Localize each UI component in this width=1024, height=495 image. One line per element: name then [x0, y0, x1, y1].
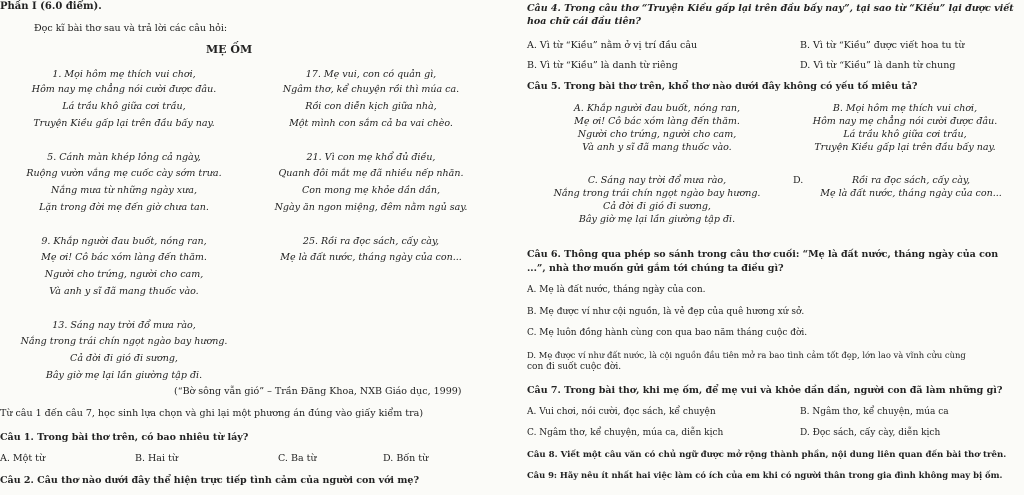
q5-option-c-line: Bây giờ mẹ lại lần giường tập đi.: [578, 214, 736, 225]
q1-option-b: B. Hai từ: [135, 453, 178, 464]
poem-source: (“Bờ sông vẫn gió” – Trần Đăng Khoa, NXB Giáo dục, 1999): [174, 386, 462, 397]
q7-option-b: B. Ngâm thơ, kể chuyện, múa ca: [800, 407, 949, 417]
q5-option-c-line: Nắng trong trái chín ngọt ngào bay hương.: [553, 188, 761, 199]
q5-option-c-line: C. Sáng nay trời đổ mưa rào,: [587, 175, 727, 186]
poem-line: Một mình con sắm cả ba vai chèo.: [289, 118, 453, 129]
question-8: Câu 8. Viết một câu văn có chủ ngữ được mở rộng thành phần, nội dung liên quan đến bài thơ trên.: [527, 450, 1007, 460]
poem-line: Nắng trong trái chín ngọt ngào bay hương.: [20, 336, 228, 347]
q5-option-d-line: Rồi ra đọc sách, cấy cày,: [851, 175, 971, 186]
q6-option-b: B. Mẹ được ví như cội nguồn, là vẻ đẹp của quê hương xứ sở.: [527, 307, 805, 317]
poem-line: Ngày ăn ngon miệng, đêm nằm ngủ say.: [274, 202, 468, 213]
q5-option-a-line: Người cho trứng, người cho cam,: [577, 129, 737, 140]
poem-line: Và anh y sĩ đã mang thuốc vào.: [49, 286, 199, 297]
q5-option-d-line: Mẹ là đất nước, tháng ngày của con...: [820, 188, 1002, 199]
question-2: Câu 2. Câu thơ nào dưới đây thể hiện trực tiếp tình cảm của người con với mẹ?: [0, 475, 420, 486]
q1-option-c: C. Ba từ: [278, 453, 317, 464]
q5-option-b-line: Lá trầu khô giữa cơi trầu,: [843, 129, 967, 140]
question-5: Câu 5. Trong bài thơ trên, khổ thơ nào dưới đây không có yếu tố miêu tả?: [527, 81, 918, 92]
q7-option-c: C. Ngâm thơ, kể chuyện, múa ca, diễn kịch: [527, 428, 724, 438]
q4-option-d: D. Vì từ “Kiều” là danh từ chung: [800, 60, 956, 71]
poem-line: Lá trầu khô giữa cơi trầu,: [62, 101, 186, 112]
poem-line: 21. Vì con mẹ khổ đủ điều,: [306, 152, 436, 163]
q6-option-c: C. Mẹ luôn đồng hành cùng con qua bao năm tháng cuộc đời.: [527, 328, 808, 338]
question-7: Câu 7. Trong bài thơ, khi mẹ ốm, để mẹ vui và khỏe dần dần, người con đã làm những gì?: [527, 385, 1003, 396]
q5-option-b-line: B. Mọi hôm mẹ thích vui chơi,: [832, 103, 978, 114]
q5-option-c-line: Cả đời đi gió đi sương,: [603, 201, 711, 212]
poem-line: Ngâm thơ, kể chuyện rồi thì múa ca.: [282, 84, 460, 95]
question-9: Câu 9: Hãy nêu ít nhất hai việc làm có ích của em khi có người thân trong gia đình không may bị ốm.: [527, 470, 1003, 480]
q6-option-d-cont: con đi suốt cuộc đời.: [527, 362, 622, 372]
q5-option-b-line: Hôm nay mẹ chẳng nói cười được đâu.: [812, 116, 998, 127]
poem-line: Nắng mưa từ những ngày xưa,: [51, 185, 197, 196]
poem-line: Cả đời đi gió đi sương,: [70, 353, 178, 364]
poem-line: Hôm nay mẹ chẳng nói cười được đâu.: [31, 84, 217, 95]
question-6-cont: ...”, nhà thơ muốn gửi gắm tới chúng ta điều gì?: [527, 263, 784, 274]
instruction: Đọc kĩ bài thơ sau và trả lời các câu hỏi:: [34, 23, 228, 34]
question-6: Câu 6. Thông qua phép so sánh trong câu thơ cuối: “Mẹ là đất nước, tháng ngày của con: [527, 249, 999, 260]
question-1: Câu 1. Trong bài thơ trên, có bao nhiêu từ láy?: [0, 432, 249, 443]
poem-line: Con mong mẹ khỏe dần dần,: [301, 185, 441, 196]
poem-line: 1. Mọi hôm mẹ thích vui chơi,: [52, 69, 196, 80]
q1-option-a: A. Một từ: [0, 453, 46, 464]
q1-option-d: D. Bốn từ: [383, 453, 429, 464]
poem-line: Lặn trong đời mẹ đến giờ chưa tan.: [39, 202, 209, 213]
poem-line: 9. Khắp người đau buốt, nóng ran,: [41, 236, 207, 247]
poem-line: Ruộng vườn vắng mẹ cuốc cày sớm trưa.: [26, 168, 222, 179]
poem-line: 5. Cánh màn khép lỏng cả ngày,: [47, 152, 201, 163]
q7-option-d: D. Đọc sách, cấy cày, diễn kịch: [800, 428, 941, 438]
poem-line: Mẹ ơi! Cô bác xóm làng đến thăm.: [41, 252, 207, 263]
q6-option-d: D. Mẹ được ví như đất nước, là cội nguồn đầu tiên mở ra bao tình cảm tốt đẹp, lớn lao và vĩnh cửu cùng: [527, 350, 966, 360]
q7-option-a: A. Vui chơi, nói cười, đọc sách, kể chuyện: [527, 407, 716, 417]
poem-line: Bây giờ mẹ lại lần giường tập đi.: [45, 370, 203, 381]
question-4: Câu 4. Trong câu thơ “Truyện Kiều gấp lại trên đầu bấy nay”, tại sao từ “Kiều” lại được viết: [527, 3, 1014, 14]
poem-line: Người cho trứng, người cho cam,: [44, 269, 204, 280]
poem-title: MẸ ỐM: [206, 43, 253, 56]
part-heading: Phần I (6.0 điểm).: [0, 1, 102, 12]
poem-line: Mẹ là đất nước, tháng ngày của con...: [280, 252, 462, 263]
poem-line: 25. Rồi ra đọc sách, cấy cày,: [302, 236, 440, 247]
poem-line: Rồi con diễn kịch giữa nhà,: [305, 101, 437, 112]
poem-line: 17. Mẹ vui, con có quản gì,: [305, 69, 437, 80]
q5-option-b-line: Truyện Kiều gấp lại trên đầu bấy nay.: [814, 142, 996, 153]
mc-instruction: Từ câu 1 đến câu 7, học sinh lựa chọn và ghi lại một phương án đúng vào giấy kiểm tra): [0, 408, 424, 419]
poem-line: 13. Sáng nay trời đổ mưa rào,: [52, 320, 196, 331]
q5-option-a-line: Mẹ ơi! Cô bác xóm làng đến thăm.: [574, 116, 740, 127]
q4-option-b: B. Vì từ “Kiều” được viết hoa tu từ: [800, 40, 965, 51]
q6-option-a: A. Mẹ là đất nước, tháng ngày của con.: [527, 285, 706, 295]
q4-option-a: A. Vì từ “Kiều” nằm ở vị trí đầu câu: [527, 40, 698, 51]
q4-option-c: B. Vì từ “Kiều” là danh từ riêng: [527, 60, 678, 71]
poem-line: Truyện Kiều gấp lại trên đầu bấy nay.: [33, 118, 215, 129]
poem-line: Quanh đôi mắt mẹ đã nhiều nếp nhăn.: [278, 168, 464, 179]
q5-option-d-label: D.: [793, 175, 804, 186]
q5-option-a-line: A. Khắp người đau buốt, nóng ran,: [573, 103, 741, 114]
q5-option-a-line: Và anh y sĩ đã mang thuốc vào.: [582, 142, 732, 153]
question-4-cont: hoa chữ cái đầu tiên?: [527, 16, 641, 27]
